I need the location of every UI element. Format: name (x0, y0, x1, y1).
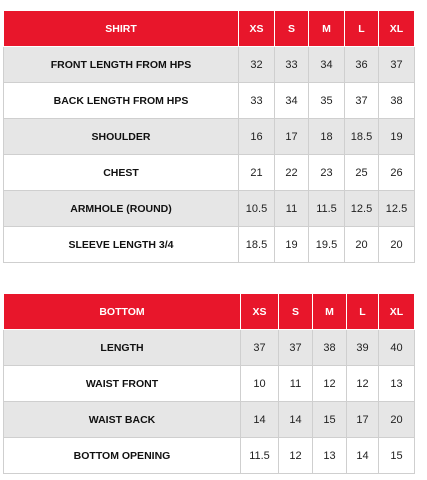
shirt-header-l: L (345, 11, 379, 47)
size-value-cell: 16 (239, 119, 275, 155)
row-label: CHEST (4, 155, 239, 191)
size-value-cell: 12 (279, 438, 313, 474)
size-value-cell: 14 (279, 402, 313, 438)
table-row (4, 119, 415, 155)
size-value-cell: 34 (275, 83, 309, 119)
size-value-cell: 13 (379, 366, 415, 402)
size-value-cell: 20 (379, 402, 415, 438)
row-label: FRONT LENGTH FROM HPS (4, 47, 239, 83)
shirt-header-xs: XS (239, 11, 275, 47)
table-row (4, 438, 415, 474)
size-value-cell: 19.5 (309, 227, 345, 263)
table-row (4, 191, 415, 227)
table-row (4, 83, 415, 119)
row-label: ARMHOLE (ROUND) (4, 191, 239, 227)
size-value-cell: 11.5 (309, 191, 345, 227)
size-value-cell: 11 (275, 191, 309, 227)
size-value-cell: 25 (345, 155, 379, 191)
size-value-cell: 37 (241, 330, 279, 366)
size-value-cell: 37 (379, 47, 415, 83)
size-value-cell: 21 (239, 155, 275, 191)
size-value-cell: 18.5 (239, 227, 275, 263)
size-value-cell: 13 (313, 438, 347, 474)
size-value-cell: 15 (379, 438, 415, 474)
size-value-cell: 15 (313, 402, 347, 438)
row-label: WAIST FRONT (4, 366, 241, 402)
size-value-cell: 12.5 (379, 191, 415, 227)
size-value-cell: 37 (345, 83, 379, 119)
size-value-cell: 36 (345, 47, 379, 83)
size-value-cell: 39 (347, 330, 379, 366)
size-value-cell: 33 (275, 47, 309, 83)
row-label: WAIST BACK (4, 402, 241, 438)
size-value-cell: 18 (309, 119, 345, 155)
shirt-header-s: S (275, 11, 309, 47)
size-value-cell: 38 (379, 83, 415, 119)
size-value-cell: 40 (379, 330, 415, 366)
bottom-header-xl: XL (379, 294, 415, 330)
row-label: SLEEVE LENGTH 3/4 (4, 227, 239, 263)
size-value-cell: 19 (275, 227, 309, 263)
size-value-cell: 10.5 (239, 191, 275, 227)
shirt-header-row (4, 11, 415, 47)
bottom-header-m: M (313, 294, 347, 330)
size-value-cell: 34 (309, 47, 345, 83)
size-value-cell: 35 (309, 83, 345, 119)
size-value-cell: 12 (347, 366, 379, 402)
row-label: LENGTH (4, 330, 241, 366)
bottom-header-row (4, 294, 415, 330)
shirt-header-title: SHIRT (4, 11, 239, 47)
size-value-cell: 33 (239, 83, 275, 119)
size-value-cell: 14 (241, 402, 279, 438)
table-row (4, 155, 415, 191)
size-value-cell: 37 (279, 330, 313, 366)
size-value-cell: 11 (279, 366, 313, 402)
bottom-header-l: L (347, 294, 379, 330)
size-value-cell: 20 (379, 227, 415, 263)
table-row (4, 366, 415, 402)
size-value-cell: 23 (309, 155, 345, 191)
size-value-cell: 26 (379, 155, 415, 191)
table-row (4, 402, 415, 438)
table-row (4, 227, 415, 263)
size-value-cell: 11.5 (241, 438, 279, 474)
row-label: SHOULDER (4, 119, 239, 155)
size-value-cell: 17 (347, 402, 379, 438)
size-value-cell: 12 (313, 366, 347, 402)
row-label: BACK LENGTH FROM HPS (4, 83, 239, 119)
bottom-header-title: BOTTOM (4, 294, 241, 330)
bottom-size-table (3, 293, 415, 474)
shirt-size-table (3, 10, 415, 263)
bottom-header-s: S (279, 294, 313, 330)
size-value-cell: 32 (239, 47, 275, 83)
shirt-header-m: M (309, 11, 345, 47)
size-value-cell: 22 (275, 155, 309, 191)
shirt-header-xl: XL (379, 11, 415, 47)
size-value-cell: 10 (241, 366, 279, 402)
table-row (4, 47, 415, 83)
size-value-cell: 38 (313, 330, 347, 366)
size-value-cell: 20 (345, 227, 379, 263)
size-value-cell: 18.5 (345, 119, 379, 155)
row-label: BOTTOM OPENING (4, 438, 241, 474)
table-row (4, 330, 415, 366)
size-value-cell: 17 (275, 119, 309, 155)
size-value-cell: 14 (347, 438, 379, 474)
size-value-cell: 19 (379, 119, 415, 155)
bottom-header-xs: XS (241, 294, 279, 330)
size-value-cell: 12.5 (345, 191, 379, 227)
